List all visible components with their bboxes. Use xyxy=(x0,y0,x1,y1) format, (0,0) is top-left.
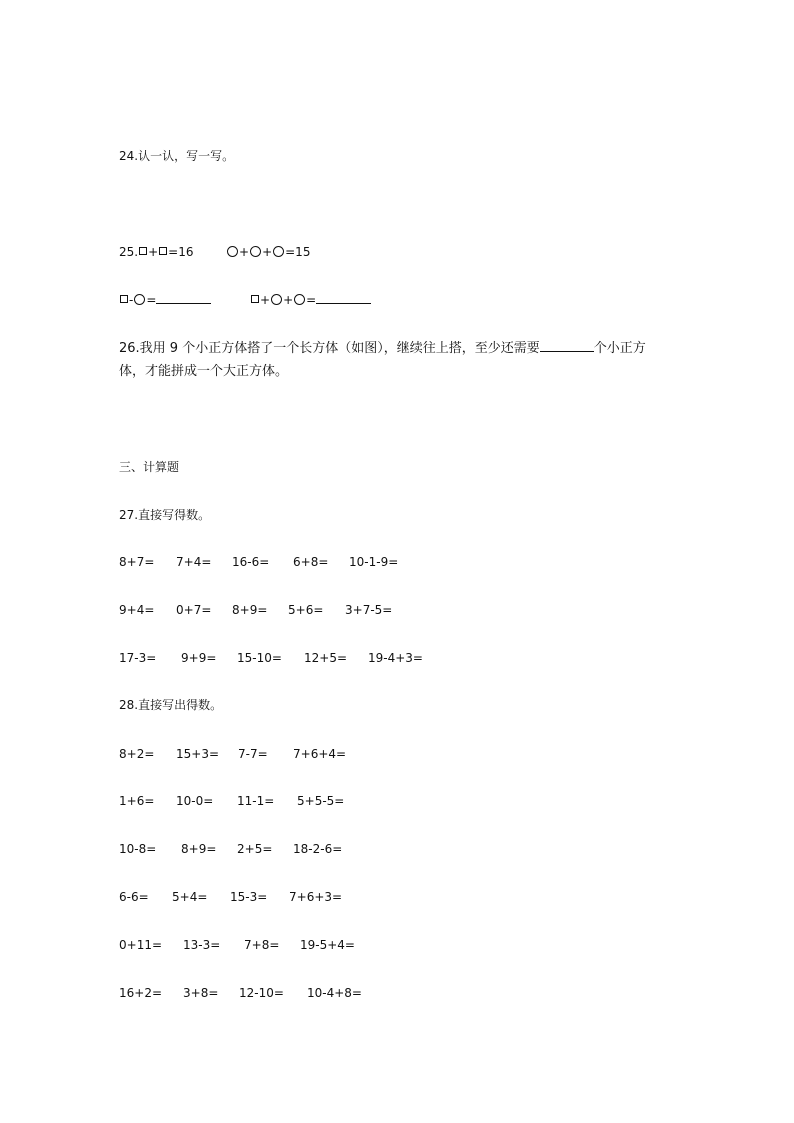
q26-text-after: 个小正方 xyxy=(593,341,646,356)
arithmetic-problem: 7+6+3= xyxy=(289,890,343,904)
arithmetic-problem: 6+8= xyxy=(293,555,329,569)
arithmetic-problem: 15-10= xyxy=(237,651,282,665)
arithmetic-problem: 5+5-5= xyxy=(297,794,345,808)
arithmetic-problem: 9+9= xyxy=(181,651,217,665)
arithmetic-problem: 3+8= xyxy=(183,986,219,1000)
circle-icon xyxy=(250,246,261,257)
square-icon xyxy=(159,247,167,255)
arithmetic-problem: 12-10= xyxy=(239,986,284,1000)
q25-equation-2 xyxy=(226,244,310,260)
arithmetic-problem: 10-8= xyxy=(119,842,157,856)
q25-eq2-result: =15 xyxy=(285,245,311,259)
answer-blank[interactable] xyxy=(316,292,371,304)
q25-ask1-op: - xyxy=(129,293,134,307)
q25-ask1-eq: = xyxy=(146,293,157,307)
arithmetic-problem: 7-7= xyxy=(238,747,268,761)
arithmetic-problem: 15+3= xyxy=(176,747,220,761)
square-icon xyxy=(251,295,259,303)
q25-ask2-eq: = xyxy=(306,293,317,307)
problem-row xyxy=(119,602,719,618)
q25-eq2-op1: + xyxy=(239,245,250,259)
arithmetic-problem: 10-0= xyxy=(176,794,214,808)
arithmetic-problem: 0+7= xyxy=(176,603,212,617)
question-26-line-2: 体，才能拼成一个大正方体。 xyxy=(119,364,289,379)
question-28-title: 28.直接写出得数。 xyxy=(119,698,223,712)
q25-ask-2 xyxy=(250,292,371,308)
arithmetic-problem: 13-3= xyxy=(183,938,221,952)
q25-equation-1 xyxy=(119,244,193,260)
arithmetic-problem: 16-6= xyxy=(232,555,270,569)
arithmetic-problem: 17-3= xyxy=(119,651,157,665)
arithmetic-problem: 15-3= xyxy=(230,890,268,904)
question-24: 24.认一认，写一写。 xyxy=(119,149,235,163)
problem-row xyxy=(119,793,719,809)
arithmetic-problem: 2+5= xyxy=(237,842,273,856)
problem-row xyxy=(119,650,719,666)
arithmetic-problem: 8+9= xyxy=(181,842,217,856)
arithmetic-problem: 0+11= xyxy=(119,938,163,952)
arithmetic-problem: 19-4+3= xyxy=(368,651,423,665)
q25-ask-1 xyxy=(119,292,211,308)
arithmetic-problem: 11-1= xyxy=(237,794,275,808)
arithmetic-problem: 10-1-9= xyxy=(349,555,399,569)
arithmetic-problem: 10-4+8= xyxy=(307,986,362,1000)
arithmetic-problem: 8+9= xyxy=(232,603,268,617)
square-icon xyxy=(139,247,147,255)
q25-eq2-op2: + xyxy=(262,245,273,259)
arithmetic-problem: 8+2= xyxy=(119,747,155,761)
question-26-line-1 xyxy=(119,340,646,357)
question-25-asks xyxy=(119,292,719,308)
answer-blank[interactable] xyxy=(540,340,594,352)
answer-blank[interactable] xyxy=(156,292,211,304)
q26-text-before: 26.我用 9 个小正方体搭了一个长方体（如图），继续往上搭，至少还需要 xyxy=(119,341,540,356)
arithmetic-problem: 9+4= xyxy=(119,603,155,617)
arithmetic-problem: 7+6+4= xyxy=(293,747,347,761)
problem-row xyxy=(119,985,719,1001)
q25-number: 25. xyxy=(119,245,139,259)
arithmetic-problem: 5+4= xyxy=(172,890,208,904)
q25-eq1-op: + xyxy=(148,245,159,259)
arithmetic-problem: 8+7= xyxy=(119,555,155,569)
question-25-equations xyxy=(119,244,719,260)
problem-row xyxy=(119,746,719,762)
circle-icon xyxy=(271,294,282,305)
arithmetic-problem: 3+7-5= xyxy=(345,603,393,617)
arithmetic-problem: 19-5+4= xyxy=(300,938,355,952)
arithmetic-problem: 7+4= xyxy=(176,555,212,569)
arithmetic-problem: 12+5= xyxy=(304,651,348,665)
arithmetic-problem: 7+8= xyxy=(244,938,280,952)
q25-ask2-op2: + xyxy=(283,293,294,307)
arithmetic-problem: 6-6= xyxy=(119,890,149,904)
circle-icon xyxy=(273,246,284,257)
q25-ask2-op1: + xyxy=(260,293,271,307)
circle-icon xyxy=(294,294,305,305)
problem-row xyxy=(119,937,719,953)
q25-eq1-result: =16 xyxy=(168,245,194,259)
problem-row xyxy=(119,554,719,570)
square-icon xyxy=(120,295,128,303)
circle-icon xyxy=(227,246,238,257)
arithmetic-problem: 18-2-6= xyxy=(293,842,343,856)
circle-icon xyxy=(134,294,145,305)
problem-row xyxy=(119,889,719,905)
section-title: 三、计算题 xyxy=(119,460,180,474)
arithmetic-problem: 1+6= xyxy=(119,794,155,808)
arithmetic-problem: 5+6= xyxy=(288,603,324,617)
question-27-title: 27.直接写得数。 xyxy=(119,508,211,522)
arithmetic-problem: 16+2= xyxy=(119,986,163,1000)
problem-row xyxy=(119,841,719,857)
